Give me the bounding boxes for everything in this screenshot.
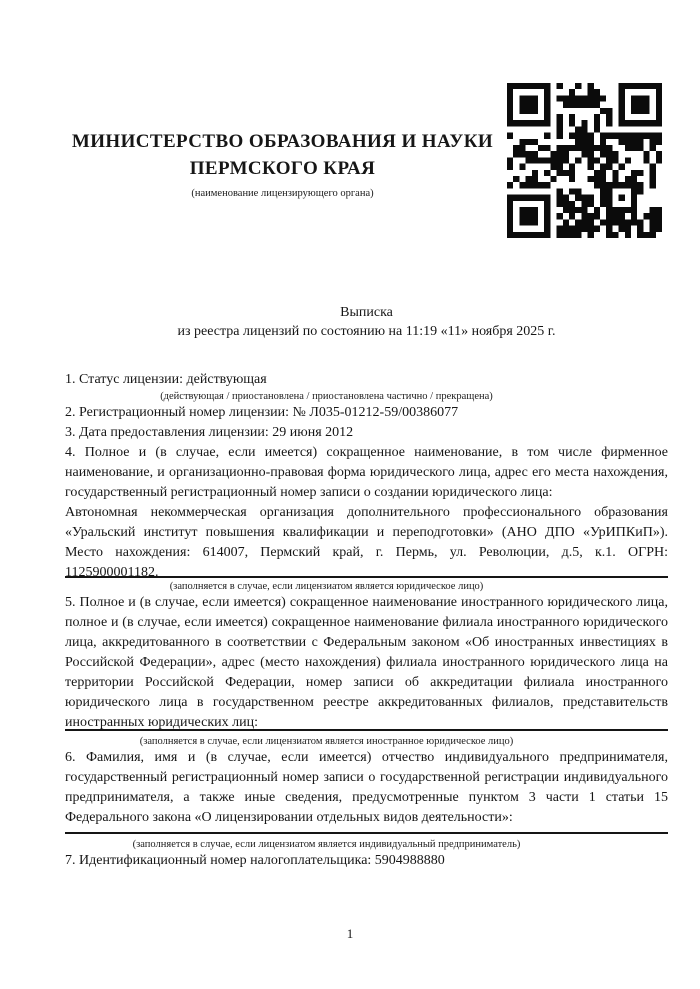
issuer-name-line1: МИНИСТЕРСТВО ОБРАЗОВАНИЯ И НАУКИ [71, 131, 494, 152]
document-title-line2: из реестра лицензий по состоянию на 11:19 «11» ноября 2025 г. [177, 324, 556, 339]
item-1-caption: (действующая / приостановлена / приостановлена частично / прекращена) [160, 391, 493, 402]
item-4-legal-entity-label: 4. Полное и (в случае, если имеется) сокращенное наименование, в том числе фирменное наименование, и организационно-правовая форма юридического лица, адрес его места нахождения, государственный регистрационный номер записи о создании юридического лица: [65, 445, 668, 500]
item-3-grant-date: 3. Дата предоставления лицензии: 29 июня 2012 [65, 425, 354, 440]
item-1-license-status: 1. Статус лицензии: действующая [65, 372, 267, 387]
issuer-caption: (наименование лицензирующего органа) [191, 188, 374, 199]
page-number: 1 [346, 926, 354, 941]
item-4-caption: (заполняется в случае, если лицензиатом является юридическое лицо) [169, 581, 484, 592]
fill-in-rule-entrepreneur [65, 832, 668, 834]
item-4-legal-entity-value: Автономная некоммерческая организация дополнительного профессионального образования «Уральский институт повышения квалификации и переподготовки» (АНО ДПО «УрИПКиП»). Место нахождения: 614007, Пермский край, г. Пермь, ул. Революции, д.5, к.1. ОГРН: 1125900001182. [65, 505, 668, 580]
item-7-taxpayer-number: 7. Идентификационный номер налогоплательщика: 5904988880 [65, 853, 445, 868]
item-6-entrepreneur-label: 6. Фамилия, имя и (в случае, если имеется) отчество индивидуального предпринимателя, государственный регистрационный номер записи о государственной регистрации индивидуального предпринимателя, а также иные сведения, предусмотренные пунктом 3 части 1 статьи 15 Федерального закона «О лицензировании отдельных видов деятельности»: [65, 750, 668, 825]
qr-code [507, 83, 662, 238]
document-title [65, 303, 668, 341]
item-2-registration-number: 2. Регистрационный номер лицензии: № Л035-01212-59/00386077 [65, 405, 459, 420]
item-5-caption: (заполняется в случае, если лицензиатом является иностранное юридическое лицо) [139, 736, 514, 747]
document-title-line1: Выписка [340, 305, 393, 320]
licensing-authority-block [65, 128, 500, 200]
item-5-foreign-entity-label: 5. Полное и (в случае, если имеется) сокращенное наименование иностранного юридического лица, полное и (в случае, если имеется) сокращенное наименование филиала иностранного юридического лица, аккредитованного в соответствии с Федеральным законом «Об иностранных инвестициях в Российской Федерации», адрес (место нахождения) филиала иностранного юридического лица на территории Российской Федерации, номер записи об аккредитации филиала иностранного юридического лица в государственном реестре аккредитованных филиалов, представительств иностранных юридических лиц: [65, 595, 668, 730]
document-body [65, 370, 668, 871]
issuer-name-line2: ПЕРМСКОГО КРАЯ [189, 158, 376, 179]
item-6-caption: (заполняется в случае, если лицензиатом является индивидуальный предприниматель) [132, 839, 521, 850]
